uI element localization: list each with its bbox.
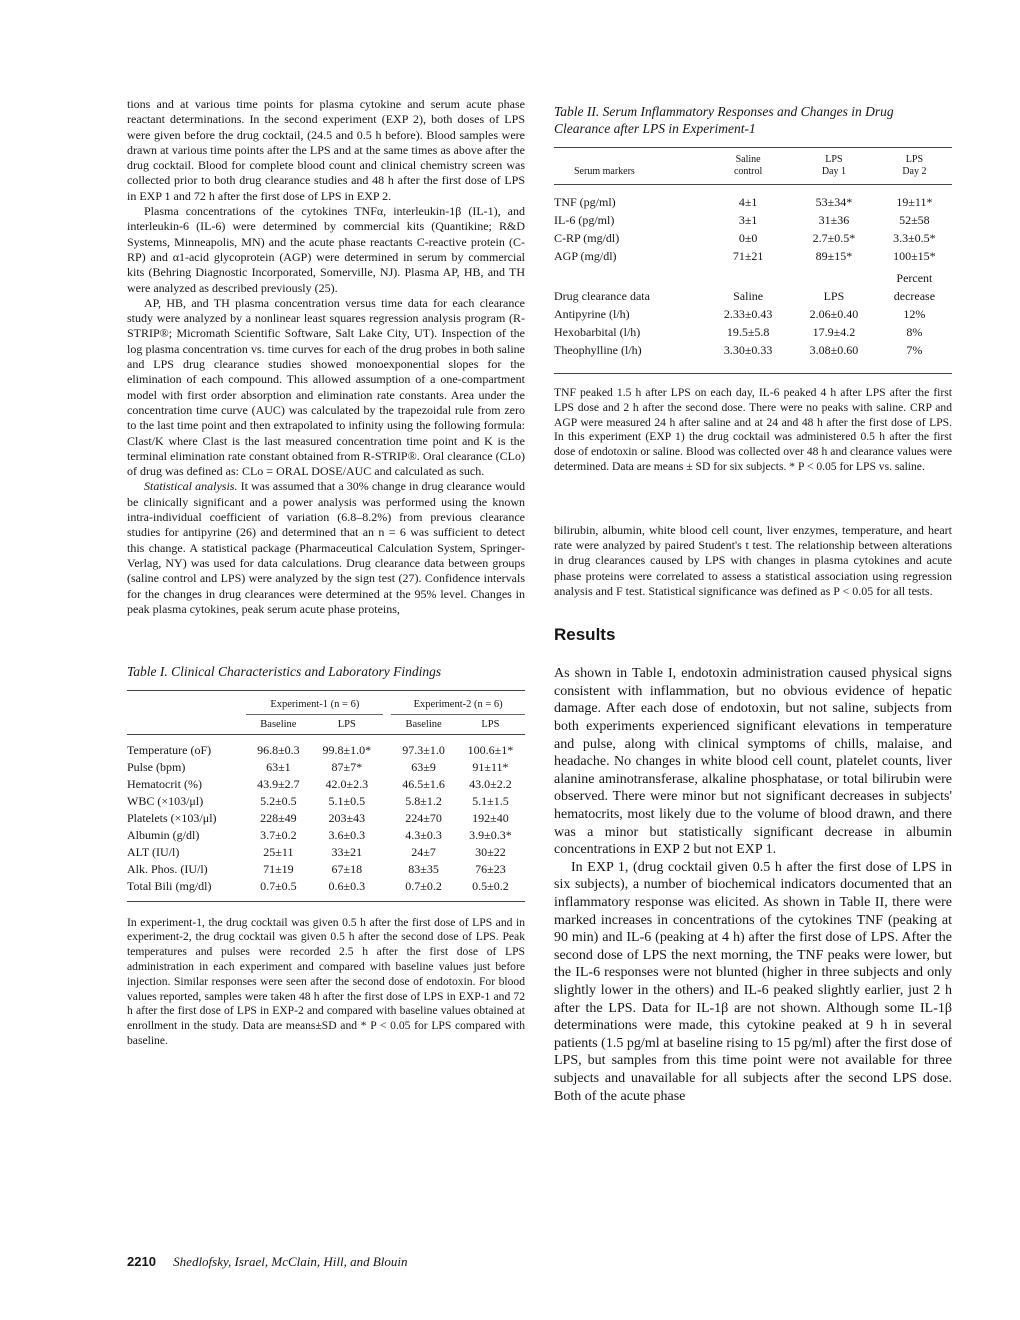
table-2-drug-body bbox=[554, 305, 952, 359]
results-paragraph: As shown in Table I, endotoxin administration caused physical signs consistent with inflammation, but no obvious evidence of hepatic damage. After each dose of endotoxin, but not saline, subjects from both experiments experienced significant elevations in temperature and pulse, along with clinical symptoms of chills, malaise, and headache. No changes in white blood cell count, platelet counts, liver alanine aminotransferase, alkaline phosphatase, or total bilirubin were observed. There were minor but not significant decreases in subjects' hematocrits, most likely due to the volume of blood drawn, and there was a minor but statistically significant decrease in albumin concentrations in EXP 2 but not EXP 1. bbox=[554, 666, 952, 858]
right-column bbox=[554, 103, 952, 1105]
table-1-col-header: Baseline bbox=[405, 719, 442, 731]
cell-value: 96.8±0.3 bbox=[257, 743, 300, 758]
cell-value: 19.5±5.8 bbox=[726, 325, 770, 339]
cell-value: 67±18 bbox=[331, 862, 363, 877]
cell-value: 3.7±0.2 bbox=[260, 828, 297, 843]
cell-value: 0±0 bbox=[738, 231, 758, 245]
row-label: TNF (pg/ml) bbox=[554, 195, 616, 209]
table-1-col-header: Baseline bbox=[260, 719, 297, 731]
table-1-group-header: Experiment-2 (n = 6) bbox=[391, 695, 525, 715]
cell-value: 2.06±0.40 bbox=[809, 307, 859, 321]
cell-value: 224±70 bbox=[405, 811, 442, 826]
row-label: Albumin (g/dl) bbox=[127, 828, 200, 843]
row-label: WBC (×103/μl) bbox=[127, 794, 204, 809]
row-label: ALT (IU/l) bbox=[127, 845, 180, 860]
table-row bbox=[554, 305, 952, 323]
table-2-col-header: Serum markers bbox=[574, 166, 635, 177]
cell-value: 0.5±0.2 bbox=[472, 879, 509, 894]
row-label: IL-6 (pg/ml) bbox=[554, 213, 615, 227]
table-2-footnote: TNF peaked 1.5 h after LPS on each day, IL-6 peaked 4 h after LPS after the first LPS dose and 2 h after the second dose. There were no peaks with saline. CRP and AGP were measured 24 h after saline and at 24 and 48 h after the first dose of LPS. In this experiment (EXP 1) the drug cocktail was administered 0.5 h after the first dose of endotoxin or saline. Blood was collected over 48 h and clearance values were determined. Data are means ± SD for six subjects. * P < 0.05 for LPS vs. saline. bbox=[554, 386, 952, 473]
running-authors: Shedlofsky, Israel, McClain, Hill, and Blouin bbox=[173, 1254, 408, 1269]
cell-value: 2.33±0.43 bbox=[723, 307, 773, 321]
cell-value: 3.6±0.3 bbox=[328, 828, 366, 843]
page-footer bbox=[127, 1254, 408, 1270]
table-2-grid bbox=[554, 148, 952, 359]
page-number: 2210 bbox=[127, 1254, 156, 1269]
table-row bbox=[554, 229, 952, 247]
table-row bbox=[554, 185, 952, 212]
row-label: Temperature (oF) bbox=[127, 743, 212, 758]
saline-header: Saline bbox=[733, 289, 764, 303]
table-2-caption: Table II. Serum Inflammatory Responses and Changes in Drug Clearance after LPS in Experiment-1 bbox=[554, 104, 894, 136]
cell-value: 31±36 bbox=[818, 213, 850, 227]
cell-value: 12% bbox=[903, 307, 926, 321]
table-1-caption: Table I. Clinical Characteristics and Laboratory Findings bbox=[127, 664, 442, 680]
table-row bbox=[127, 878, 525, 895]
cell-value: 91±11* bbox=[472, 760, 509, 775]
methods-paragraph: Plasma concentrations of the cytokines TNFα, interleukin-1β (IL-1), and interleukin-6 (IL-6) were determined by commercial kits (Quantikine; R&D Systems, Minneapolis, MN) and the acute phase reactants C-reactive protein (C-RP) and α1-acid glycoprotein (AGP) were determined in serum by commercial kits (Behring Diagnostic Incorporated, Somerville, NJ). Plasma AP, HB, and TH were analyzed as described previously (25). bbox=[127, 204, 525, 295]
table-1-col-header: LPS bbox=[337, 719, 356, 731]
header-line: Saline bbox=[735, 154, 761, 165]
cell-value: 3.3±0.5* bbox=[893, 231, 936, 245]
cell-value: 71±21 bbox=[732, 249, 764, 263]
cell-value: 203±43 bbox=[328, 811, 366, 826]
header-line: Day 2 bbox=[902, 166, 927, 177]
left-column bbox=[127, 97, 525, 1049]
header-line: control bbox=[733, 166, 763, 177]
cell-value: 97.3±1.0 bbox=[402, 743, 445, 758]
table-1-bottom-rule bbox=[127, 901, 525, 902]
table-2 bbox=[554, 103, 952, 475]
cell-value: 30±22 bbox=[475, 845, 506, 860]
table-2-col-header bbox=[877, 148, 952, 185]
cell-value: 43.9±2.7 bbox=[257, 777, 300, 792]
table-row bbox=[127, 810, 525, 827]
cell-value: 24±7 bbox=[411, 845, 436, 860]
cell-value: 5.8±1.2 bbox=[405, 794, 442, 809]
table-row bbox=[127, 827, 525, 844]
statistical-analysis-heading: Statistical analysis. bbox=[144, 479, 238, 494]
lps-header: LPS bbox=[823, 289, 845, 303]
row-label: AGP (mg/dl) bbox=[554, 249, 617, 263]
table-row bbox=[127, 793, 525, 810]
table-1-grid bbox=[127, 695, 525, 895]
table-1-footnote: In experiment-1, the drug cocktail was given 0.5 h after the first dose of LPS and in experiment-2, the drug cocktail was given 0.5 h after the second dose of LPS. Peak temperatures and pulses were recorded 2.5 h after the first dose of LPS administration in each experiment and compared with baseline values just before injection. Similar responses were seen after the second dose of endotoxin. For blood values reported, samples were taken 48 h after the first dose of LPS in EXP-1 and 72 h after the first dose of LPS in EXP-2 and compared with baseline values obtained at enrollment in the study. Data are means±SD and * P < 0.05 for LPS compared with baseline. bbox=[127, 915, 525, 1047]
statistical-analysis-text: It was assumed that a 30% change in drug clearance would be clinically significant and a power analysis was performed using the known intra-individual coefficient of variation (6.8–8.2%) from previous clearance studies for antipyrine (26) and determined that an n = 6 was sufficient to detect this change. A statistical package (Pharmaceutical Calculation System, Springer-Verlag, NY) was used for data calculations. Drug clearance data between groups (saline control and LPS) were analyzed by the sign test (27). Confidence intervals for the changes in drug clearances were determined at the 95% level. Changes in peak plasma cytokines, peak serum acute phase proteins, bbox=[127, 479, 525, 616]
table-1-body bbox=[127, 735, 525, 895]
cell-value: 228±49 bbox=[260, 811, 297, 826]
cell-value: 3.30±0.33 bbox=[723, 343, 773, 357]
cell-value: 63±9 bbox=[411, 760, 436, 775]
table-row bbox=[554, 323, 952, 341]
table-row bbox=[554, 247, 952, 265]
table-1-top-rule bbox=[127, 690, 525, 691]
table-row bbox=[127, 735, 525, 759]
cell-value: 25±11 bbox=[263, 845, 294, 860]
row-label: Antipyrine (l/h) bbox=[554, 307, 630, 321]
cell-value: 4.3±0.3 bbox=[405, 828, 442, 843]
cell-value: 3.9±0.3* bbox=[469, 828, 512, 843]
stats-continuation: bilirubin, albumin, white blood cell count, liver enzymes, temperature, and heart rate were analyzed by paired Student's t test. The relationship between alterations in drug clearances caused by LPS with changes in plasma cytokines and acute phase proteins were correlated to assess a statistical association using regression analysis and F test. Statistical significance was defined as P < 0.05 for all tests. bbox=[554, 522, 952, 598]
cell-value: 33±21 bbox=[331, 845, 363, 860]
cell-value: 2.7±0.5* bbox=[812, 231, 856, 245]
header-line: Day 1 bbox=[821, 166, 846, 177]
table-row bbox=[127, 861, 525, 878]
row-label: Hematocrit (%) bbox=[127, 777, 202, 792]
cell-value: 63±1 bbox=[266, 760, 291, 775]
cell-value: 99.8±1.0* bbox=[322, 743, 372, 758]
cell-value: 46.5±1.6 bbox=[402, 777, 445, 792]
drug-clearance-header: Drug clearance data bbox=[554, 289, 650, 303]
cell-value: 7% bbox=[906, 343, 923, 357]
table-2-serum-body bbox=[554, 185, 952, 266]
cell-value: 71±19 bbox=[263, 862, 294, 877]
table-2-drug-header bbox=[554, 265, 952, 305]
table-1 bbox=[127, 663, 525, 1049]
table-row bbox=[554, 341, 952, 359]
results-paragraph: In EXP 1, (drug cocktail given 0.5 h after the first dose of LPS in six subjects), a number of biochemical indicators documented that an inflammatory response was elicited. As shown in Table II, there were marked increases in concentrations of the cytokines TNF (peaking at 90 min) and IL-6 (peaking at 4 h) after the first dose of LPS. After the second dose of LPS the next morning, the TNF peaks were lower, but the IL-6 responses were not blunted (higher in three subjects and only slightly lower in the others) and IL-6 peaked slightly earlier, just 2 h after the LPS. Data for IL-1β are not shown. Although some IL-1β determinations were made, this cytokine peaked at 9 h in several patients (1.5 pg/ml at baseline rising to 15 pg/ml) after the first dose of LPS, but samples from this time point were not available for three subjects and unavailable for all subjects after the second LPS dose. Both of the acute phase bbox=[554, 859, 952, 1104]
row-label: Platelets (×103/μl) bbox=[127, 811, 217, 826]
cell-value: 17.9±4.2 bbox=[812, 325, 856, 339]
row-label: C-RP (mg/dl) bbox=[554, 231, 620, 245]
cell-value: 76±23 bbox=[475, 862, 506, 877]
methods-paragraph: tions and at various time points for plasma cytokine and serum acute phase reactant determinations. In the second experiment (EXP 2), both doses of LPS were given before the drug cocktail, (24.5 and 0.5 h before). Blood samples were drawn at various time points after the LPS and at the same times as above after the drug cocktail. Blood for complete blood count and clinical chemistry screen was collected prior to both drug clearance studies and 48 h after the first dose of LPS in EXP 1 and 72 h after the first dose of LPS in EXP 2. bbox=[127, 97, 525, 203]
cell-value: 0.7±0.5 bbox=[260, 879, 297, 894]
table-2-col-header bbox=[705, 148, 791, 185]
cell-value: 0.6±0.3 bbox=[328, 879, 366, 894]
table-row bbox=[127, 844, 525, 861]
cell-value: 5.1±0.5 bbox=[328, 794, 366, 809]
row-label: Pulse (bpm) bbox=[127, 760, 186, 775]
cell-value: 3.08±0.60 bbox=[809, 343, 859, 357]
cell-value: 0.7±0.2 bbox=[405, 879, 442, 894]
table-2-col-header bbox=[791, 148, 877, 185]
row-label: Total Bili (mg/dl) bbox=[127, 879, 212, 894]
table-row bbox=[554, 211, 952, 229]
cell-value: 83±35 bbox=[408, 862, 439, 877]
cell-value: 43.0±2.2 bbox=[469, 777, 512, 792]
cell-value: 19±11* bbox=[896, 195, 933, 209]
decrease-header: decrease bbox=[893, 289, 936, 303]
row-label: Hexobarbital (l/h) bbox=[554, 325, 641, 339]
results-heading: Results bbox=[554, 625, 616, 645]
cell-value: 87±7* bbox=[331, 760, 363, 775]
cell-value: 5.1±1.5 bbox=[472, 794, 509, 809]
table-1-col-header: LPS bbox=[481, 719, 500, 731]
table-2-bottom-rule bbox=[554, 373, 952, 374]
header-line: LPS bbox=[905, 154, 924, 165]
table-row bbox=[127, 776, 525, 793]
header-line: LPS bbox=[825, 154, 843, 165]
cell-value: 5.2±0.5 bbox=[260, 794, 297, 809]
table-row bbox=[127, 759, 525, 776]
cell-value: 8% bbox=[906, 325, 923, 339]
cell-value: 89±15* bbox=[815, 249, 853, 263]
row-label: Theophylline (l/h) bbox=[554, 343, 642, 357]
methods-paragraph: AP, HB, and TH plasma concentration versus time data for each clearance study were analyzed by a nonlinear least squares regression analysis program (R-STRIP®; Micromath Scientific Software, Salt Lake City, UT). Inspection of the log plasma concentration vs. time curves for each of the drug probes in both saline and LPS drug clearance studies showed monoexponential slopes for the elimination of each compound. This allowed assumption of a one-compartment model with first order absorption and elimination rate constants. Area under the concentration time curve (AUC) was calculated by the trapezoidal rule from zero to the last time point and then extrapolated to infinity using the following formula: Clast/K where Clast is the last measured concentration time point and K is the terminal elimination rate constant obtained from R-STRIP®. Oral clearance (CLo) of drug was defined as: CLo = ORAL DOSE/AUC and calculated as such. bbox=[127, 295, 525, 479]
cell-value: 3±1 bbox=[738, 213, 758, 227]
cell-value: 192±40 bbox=[472, 811, 509, 826]
cell-value: 4±1 bbox=[738, 195, 758, 209]
cell-value: 52±58 bbox=[899, 213, 930, 227]
row-label: Alk. Phos. (IU/l) bbox=[127, 862, 208, 877]
cell-value: 100.6±1* bbox=[467, 743, 514, 758]
cell-value: 53±34* bbox=[815, 195, 853, 209]
statistical-analysis-paragraph bbox=[127, 479, 525, 617]
table-1-group-header: Experiment-1 (n = 6) bbox=[246, 695, 383, 715]
percent-header: Percent bbox=[896, 271, 933, 285]
cell-value: 42.0±2.3 bbox=[325, 777, 369, 792]
cell-value: 100±15* bbox=[893, 249, 936, 263]
